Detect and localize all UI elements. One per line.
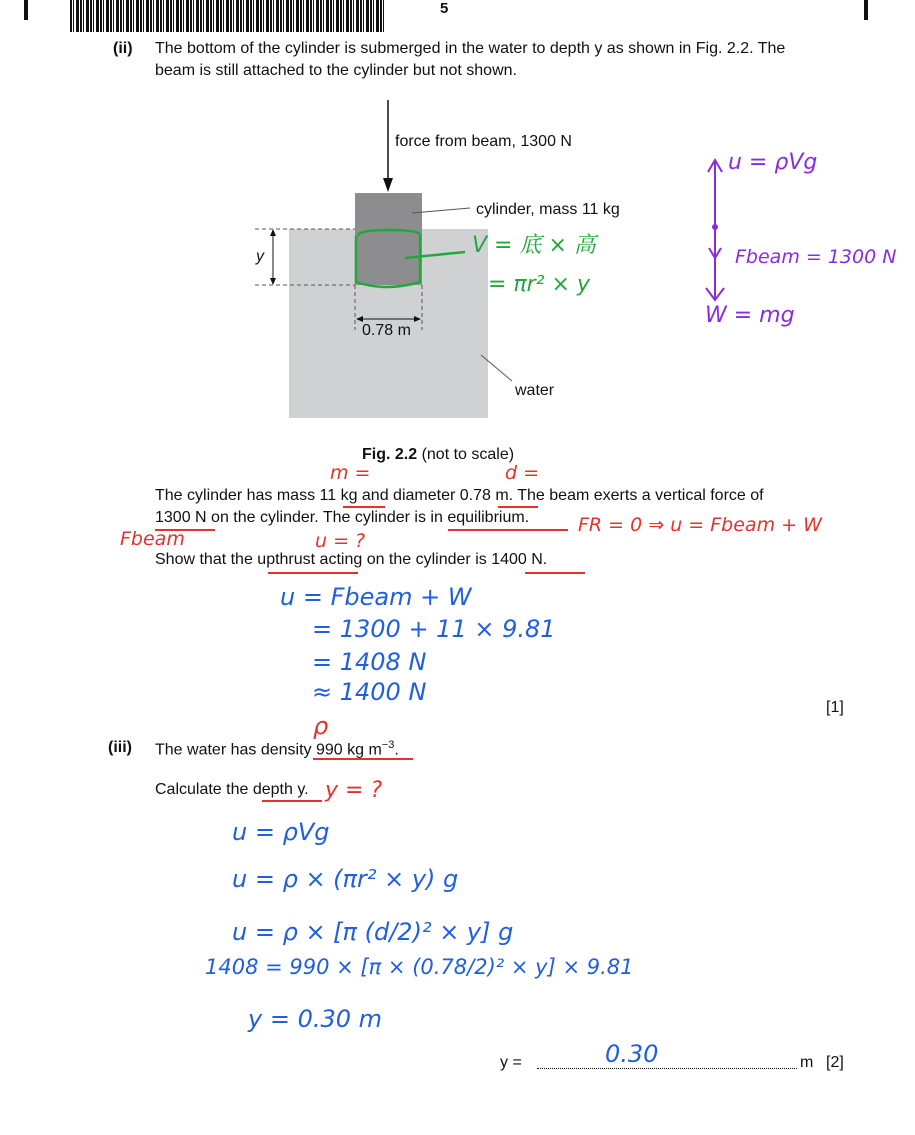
intro-line: beam is still attached to the cylinder but not shown.: [155, 62, 517, 79]
answer-prefix: y =: [500, 1054, 522, 1071]
cylinder-label: cylinder, mass 11 kg: [476, 201, 620, 218]
hw-work-line: u = ρ × (πr² × y) g: [232, 865, 459, 893]
marks: [2]: [826, 1054, 844, 1071]
force-arrow: [383, 178, 393, 192]
caption-text: (not to scale): [417, 446, 515, 463]
hw-work-line: ≈ 1400 N: [312, 678, 427, 706]
hw-upthrust: u = ρVg: [728, 150, 818, 175]
hw-volume-1: V = 底 × 高: [472, 233, 596, 258]
page-number: 5: [440, 0, 449, 17]
hw-work-line: y = 0.30 m: [248, 1005, 383, 1033]
underline: [343, 506, 385, 508]
water-label: water: [515, 382, 555, 399]
hw-y: y = ?: [325, 778, 383, 803]
answer-line[interactable]: [537, 1068, 797, 1069]
underline: [525, 572, 585, 574]
density-end: .: [394, 741, 399, 759]
figure-caption: [362, 446, 514, 464]
hw-volume-2: = πr² × y: [488, 272, 590, 297]
hw-rho: ρ: [313, 712, 329, 740]
underline: [268, 572, 358, 574]
caption-number: Fig. 2.2: [362, 446, 418, 463]
paragraph-line: The cylinder has mass 11 kg and diameter 0.78 m. The beam exerts a vertical force of: [155, 487, 764, 504]
paragraph-line: 1300 N on the cylinder. The cylinder is in equilibrium.: [155, 509, 530, 526]
hw-work-line: = 1300 + 11 × 9.81: [312, 615, 556, 643]
hw-weight: W = mg: [705, 303, 795, 328]
part-label: (iii): [108, 739, 132, 756]
hw-fbeam: Fbeam = 1300 N: [735, 246, 897, 268]
intro-line: The bottom of the cylinder is submerged in the water to depth y as shown in Fig. 2.2. The: [155, 40, 786, 57]
hw-m: m =: [330, 462, 371, 484]
hw-work-line: 1408 = 990 × [π × (0.78/2)² × y] × 9.81: [205, 955, 634, 979]
density-main: The water has density 990 kg m: [155, 741, 382, 759]
hw-answer: 0.30: [605, 1040, 659, 1068]
depth-label: y: [256, 248, 264, 265]
figure-2-2: [0, 0, 915, 440]
underline: [262, 800, 322, 802]
hw-equilibrium: FR = 0 ⇒ u = Fbeam + W: [578, 514, 822, 536]
marks: [1]: [826, 699, 844, 716]
diameter-label: 0.78 m: [362, 322, 411, 339]
underline: [498, 506, 538, 508]
hw-work-line: u = ρ × [π (d/2)² × y] g: [232, 918, 514, 946]
part-label: (ii): [113, 40, 133, 57]
question-text: Calculate the depth y.: [155, 781, 309, 798]
hw-d: d =: [505, 462, 540, 484]
hw-work-line: = 1408 N: [312, 648, 427, 676]
answer-unit: m: [800, 1054, 814, 1071]
hw-work-line: u = ρVg: [232, 818, 330, 846]
hw-u: u = ?: [315, 530, 366, 552]
underline: [448, 529, 568, 531]
force-label: force from beam, 1300 N: [395, 133, 572, 150]
density-text: [155, 739, 399, 759]
question-text: Show that the upthrust acting on the cylinder is 1400 N.: [155, 551, 548, 568]
hw-fbeam-red: Fbeam: [120, 528, 185, 550]
hw-work-line: u = Fbeam + W: [280, 583, 472, 611]
underline: [313, 758, 413, 760]
cylinder: [355, 193, 422, 285]
density-exponent: −3: [381, 739, 395, 751]
